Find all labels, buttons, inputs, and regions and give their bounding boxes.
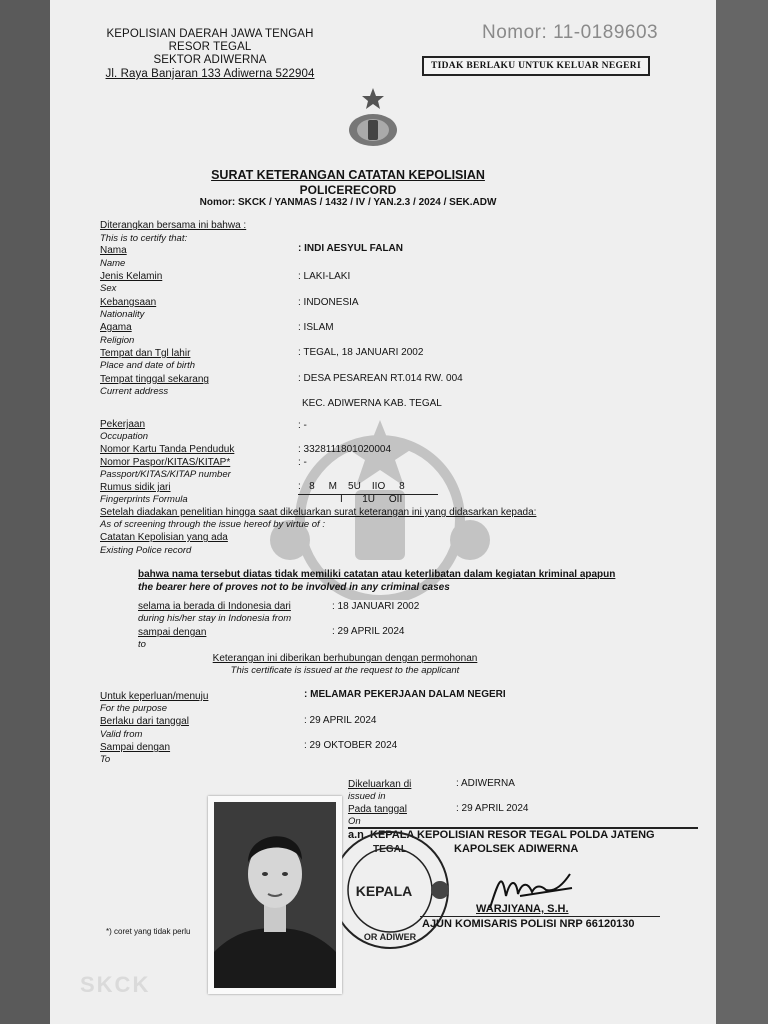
scan-background-right <box>716 0 768 1024</box>
stamp-bottom-text: OR ADIWER <box>363 932 417 942</box>
kebangsaan-label: Kebangsaan <box>100 297 157 308</box>
valid-to-value: : 29 OKTOBER 2024 <box>304 740 398 751</box>
sidik-jari-label-en: Fingerprints Formula <box>100 494 188 505</box>
stay-to-label-en: to <box>138 639 146 650</box>
screening-label-en: As of screening through the issue hereof by virtue of : <box>100 519 325 530</box>
ktp-label: Nomor Kartu Tanda Penduduk <box>100 444 235 455</box>
agama-label: Agama <box>100 322 132 333</box>
pekerjaan-label-en: Occupation <box>100 431 149 442</box>
stay-to-value: : 29 APRIL 2024 <box>332 626 405 637</box>
issued-in-value: : ADIWERNA <box>456 778 515 789</box>
agama-label-en: Religion <box>100 335 135 346</box>
stay-from-value: : 18 JANUARI 2002 <box>332 601 420 612</box>
police-record-label-en: Existing Police record <box>100 545 192 556</box>
document-title: SURAT KETERANGAN CATATAN KEPOLISIAN <box>211 168 485 182</box>
issued-in-label: Dikeluarkan di <box>348 779 412 790</box>
document-subtitle: POLICERECORD <box>299 183 397 197</box>
signature-authority: a.n. KEPALA KEPOLISIAN RESOR TEGAL POLDA JATENG <box>348 829 655 841</box>
issued-on-label-en: On <box>348 816 361 827</box>
ttl-label-en: Place and date of birth <box>100 360 196 371</box>
kebangsaan-label-en: Nationality <box>100 309 145 320</box>
jenis-kelamin-label-en: Sex <box>100 283 117 294</box>
header-line-2: RESOR TEGAL <box>168 41 252 53</box>
agama-value: : ISLAM <box>298 322 334 333</box>
stay-to-label: sampai dengan <box>138 627 207 638</box>
scan-background-left <box>0 0 50 1024</box>
request-statement-en: This certificate is issued at the request to the applicant <box>230 665 460 676</box>
alamat-value: : DESA PESAREAN RT.014 RW. 004 <box>298 373 463 384</box>
intro-label: Diterangkan bersama ini bahwa : <box>100 220 247 231</box>
kebangsaan-value: : INDONESIA <box>298 297 359 308</box>
purpose-value: : MELAMAR PEKERJAAN DALAM NEGERI <box>304 689 506 700</box>
pekerjaan-label: Pekerjaan <box>100 419 146 430</box>
screening-label: Setelah diadakan penelitian hingga saat dikeluarkan surat keterangan ini yang didasarkan kepada: <box>100 507 537 518</box>
valid-from-label: Berlaku dari tanggal <box>100 716 189 727</box>
paspor-label: Nomor Paspor/KITAS/KITAP* <box>100 457 231 468</box>
nama-label-en: Name <box>100 258 126 269</box>
valid-to-label: Sampai dengan <box>100 742 171 753</box>
issued-in-label-en: issued in <box>348 791 386 802</box>
paspor-label-en: Passport/KITAS/KITAP number <box>100 469 231 480</box>
sidik-jari-value-2: I 1U OII <box>340 494 403 505</box>
sidik-jari-value: : 8 M 5U IIO 8 <box>298 481 405 492</box>
valid-to-label-en: To <box>100 754 111 765</box>
alamat-label: Tempat tinggal sekarang <box>100 374 209 385</box>
applicant-photo <box>208 796 342 994</box>
valid-from-value: : 29 APRIL 2024 <box>304 715 377 726</box>
signature-office: KAPOLSEK ADIWERNA <box>454 843 579 855</box>
police-record-label: Catatan Kepolisian yang ada <box>100 532 228 543</box>
stay-from-label: selama ia berada di Indonesia dari <box>138 601 291 612</box>
pekerjaan-value: : - <box>298 420 307 431</box>
sidik-jari-label: Rumus sidik jari <box>100 482 171 493</box>
skck-embossed-mark: SKCK <box>80 972 151 997</box>
stamp-top-text: TEGAL <box>373 844 407 855</box>
stamp-center-text: KEPALA <box>355 883 413 899</box>
ttl-value: : TEGAL, 18 JANUARI 2002 <box>298 347 424 358</box>
request-statement: Keterangan ini diberikan berhubungan dengan permohonan <box>212 653 478 664</box>
nama-label: Nama <box>100 245 127 256</box>
alamat-value-2: KEC. ADIWERNA KAB. TEGAL <box>302 398 442 409</box>
valid-from-label-en: Valid from <box>100 729 143 740</box>
document-number: Nomor: SKCK / YANMAS / 1432 / IV / YAN.2.3 / 2024 / SEK.ADW <box>199 197 497 208</box>
stay-from-label-en: during his/her stay in Indonesia from <box>138 613 292 624</box>
header-address: Jl. Raya Banjaran 133 Adiwerna 522904 <box>105 68 315 80</box>
police-emblem-icon <box>346 86 400 150</box>
serial-number: Nomor: 11-0189603 <box>482 22 659 43</box>
header-line-1: KEPOLISIAN DAERAH JAWA TENGAH <box>106 28 314 40</box>
signer-name: WARJIYANA, S.H. <box>476 903 569 915</box>
applicant-portrait <box>214 802 336 988</box>
issued-on-value: : 29 APRIL 2024 <box>456 803 529 814</box>
ttl-label: Tempat dan Tgl lahir <box>100 348 191 359</box>
ktp-value: : 3328111801020004 <box>298 444 392 455</box>
no-criminal-statement-en: the bearer here of proves not to be involved in any criminal cases <box>138 582 450 593</box>
alamat-label-en: Current address <box>100 386 169 397</box>
intro-label-en: This is to certify that: <box>100 233 188 244</box>
header-line-3: SEKTOR ADIWERNA <box>153 54 267 66</box>
purpose-label-en: For the purpose <box>100 703 168 714</box>
footnote: *) coret yang tidak perlu <box>106 927 191 936</box>
nama-value: : INDI AESYUL FALAN <box>298 243 404 254</box>
issued-on-label: Pada tanggal <box>348 804 407 815</box>
signature-bottom-rule <box>420 916 660 917</box>
signer-rank: AJUN KOMISARIS POLISI NRP 66120130 <box>422 918 635 930</box>
jenis-kelamin-value: : LAKI-LAKI <box>298 271 351 282</box>
not-valid-abroad-notice: TIDAK BERLAKU UNTUK KELUAR NEGERI <box>422 56 650 76</box>
paspor-value: : - <box>298 457 307 468</box>
no-criminal-statement: bahwa nama tersebut diatas tidak memiliki catatan atau keterlibatan dalam kegiatan kriminal apapun <box>138 569 616 580</box>
purpose-label: Untuk keperluan/menuju <box>100 691 209 702</box>
jenis-kelamin-label: Jenis Kelamin <box>100 271 163 282</box>
skck-document <box>50 0 716 1024</box>
